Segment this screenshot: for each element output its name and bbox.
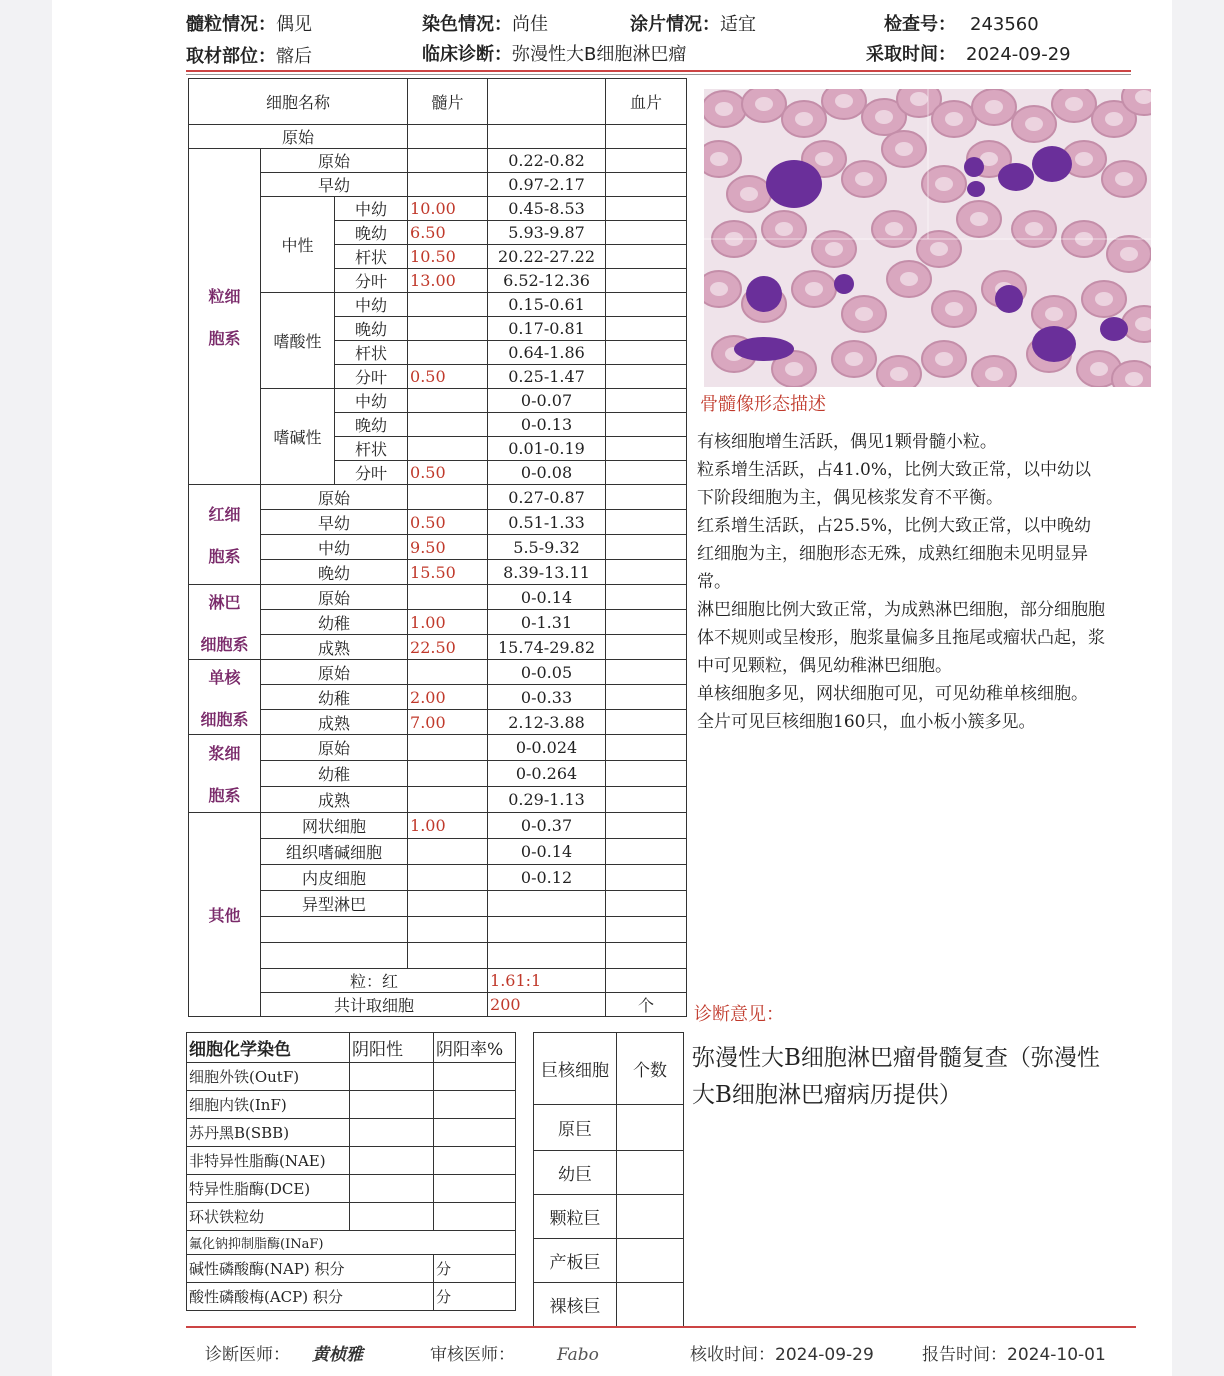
group-label: 单核 细胞系 [189, 660, 261, 735]
marrow-value: 0.50 [408, 461, 488, 485]
blood-value [606, 461, 687, 485]
blood-value [606, 269, 687, 293]
morphology-description [697, 428, 1107, 736]
nap-unit: 分 [434, 1255, 516, 1283]
cytochem-table [186, 1032, 516, 1311]
reference-range: 0-1.31 [488, 610, 606, 635]
marrow-value [408, 660, 488, 685]
marrow-value [408, 485, 488, 510]
cell-name: 成熟 [261, 710, 408, 735]
group-label: 其他 [189, 813, 261, 1017]
blood-value [606, 660, 687, 685]
blood-value [606, 365, 687, 389]
morph-p4: 淋巴细胞比例大致正常，为成熟淋巴细胞，部分细胞胞体不规则或呈梭形，胞浆量偏多且拖尾或瘤状凸起，浆中可见颗粒，偶见幼稚淋巴细胞。 [697, 600, 1105, 676]
cytochem-h1: 细胞化学染色 [187, 1033, 350, 1063]
reference-range: 5.93-9.87 [488, 221, 606, 245]
reference-range: 0.15-0.61 [488, 293, 606, 317]
reference-range: 0.29-1.13 [488, 787, 606, 813]
blood-value [606, 341, 687, 365]
table-row [189, 761, 687, 787]
reference-range: 0-0.33 [488, 685, 606, 710]
table-row [189, 197, 687, 221]
marrow-value: 10.50 [408, 245, 488, 269]
table-row [189, 610, 687, 635]
signature: Fabo [557, 1345, 599, 1365]
table-row [189, 389, 687, 413]
blood-value [606, 787, 687, 813]
table-row [189, 917, 687, 943]
cell-name: 中幼 [335, 293, 408, 317]
subgroup-label: 中性 [261, 197, 335, 293]
smear-status: 涂片情况：适宜 [630, 14, 756, 35]
table-row [189, 173, 687, 197]
cell-name: 分叶 [335, 365, 408, 389]
reference-range: 0-0.14 [488, 839, 606, 865]
blood-value [606, 317, 687, 341]
cell-name: 原始 [261, 585, 408, 610]
cell-name: 晚幼 [335, 317, 408, 341]
diagnosis-title: 诊断意见： [694, 1004, 784, 1025]
marrow-value [408, 413, 488, 437]
cell-name: 晚幼 [335, 413, 408, 437]
cell-name: 共计取细胞 [261, 993, 488, 1017]
blood-value [606, 685, 687, 710]
cell-name: 成熟 [261, 635, 408, 660]
cell-name: 杆状 [335, 341, 408, 365]
cell-name [261, 917, 408, 943]
marrow-value: 10.00 [408, 197, 488, 221]
reference-range: 0-0.37 [488, 813, 606, 839]
cell-name: 原始 [261, 485, 408, 510]
group-label: 浆细 胞系 [189, 735, 261, 813]
cell-name: 早幼 [261, 510, 408, 535]
cell-name: 分叶 [335, 269, 408, 293]
table-row [189, 839, 687, 865]
cell-name [261, 943, 408, 969]
reference-range: 6.52-12.36 [488, 269, 606, 293]
reference-range: 0.22-0.82 [488, 149, 606, 173]
table-row [189, 125, 687, 149]
mega-row: 裸核巨 [534, 1283, 617, 1327]
blood-value [606, 245, 687, 269]
table-row [189, 710, 687, 735]
marrow-value: 1.61:1 [488, 969, 606, 993]
blood-value [606, 917, 687, 943]
cell-name: 杆状 [335, 437, 408, 461]
blood-value [606, 485, 687, 510]
exam-number: 检查号： 243560 [884, 14, 1039, 35]
mega-h1: 巨核细胞 [534, 1033, 617, 1105]
marrow-value [408, 865, 488, 891]
reference-range: 5.5-9.32 [488, 535, 606, 560]
cell-name: 中幼 [335, 389, 408, 413]
table-row [189, 787, 687, 813]
marrow-value [408, 149, 488, 173]
morph-p6: 全片可见巨核细胞160只，血小板小簇多见。 [697, 712, 1036, 732]
blood-value [606, 635, 687, 660]
marrow-value [408, 917, 488, 943]
cell-nucleus [967, 181, 985, 197]
table-row [189, 560, 687, 585]
cytochem-row: 特异性脂酶(DCE) [187, 1175, 350, 1203]
marrow-value: 7.00 [408, 710, 488, 735]
marrow-micrograph [704, 89, 1151, 387]
marrow-value [408, 787, 488, 813]
cell-name: 组织嗜碱细胞 [261, 839, 408, 865]
table-row [189, 735, 687, 761]
marrow-value [408, 389, 488, 413]
review-doctor: 审核医师： Fabo [430, 1345, 599, 1365]
reference-range: 0-0.13 [488, 413, 606, 437]
morph-p1: 有核细胞增生活跃，偶见1颗骨髓小粒。 [697, 432, 997, 452]
diagnosing-doctor: 诊断医师： 黄桢雅 [205, 1345, 363, 1365]
marrow-value [408, 125, 488, 149]
reference-range: 0.17-0.81 [488, 317, 606, 341]
marrow-value: 0.50 [408, 510, 488, 535]
blood-value [606, 839, 687, 865]
marrow-value: 1.00 [408, 610, 488, 635]
reference-range: 0-0.05 [488, 660, 606, 685]
blood-value [606, 761, 687, 787]
marrow-value: 15.50 [408, 560, 488, 585]
group-label: 粒细 胞系 [189, 149, 261, 485]
cell-nucleus [964, 157, 984, 177]
reference-range: 0.01-0.19 [488, 437, 606, 461]
mega-h2: 个数 [617, 1033, 684, 1105]
reference-range: 2.12-3.88 [488, 710, 606, 735]
cell-nucleus [995, 285, 1023, 313]
reference-range: 15.74-29.82 [488, 635, 606, 660]
header-divider-thin [186, 74, 1131, 75]
cell-name: 早幼 [261, 173, 408, 197]
table-row [189, 293, 687, 317]
reference-range: 0.45-8.53 [488, 197, 606, 221]
header-cell-name: 细胞名称 [189, 79, 408, 125]
sample-date: 采取时间： 2024-09-29 [866, 44, 1071, 65]
marrow-value: 0.50 [408, 365, 488, 389]
cell-name: 中幼 [261, 535, 408, 560]
cell-nucleus [766, 160, 822, 208]
cell-name: 幼稚 [261, 685, 408, 710]
marrow-value: 6.50 [408, 221, 488, 245]
blood-value [606, 943, 687, 969]
cytochem-row: 氟化钠抑制脂酶(INaF) [187, 1231, 516, 1255]
table-row [189, 510, 687, 535]
cell-name: 原始 [261, 660, 408, 685]
cell-nucleus [746, 276, 782, 312]
cell-name: 内皮细胞 [261, 865, 408, 891]
cell-name: 杆状 [335, 245, 408, 269]
blood-value [606, 560, 687, 585]
blood-value [606, 173, 687, 197]
marrow-value [408, 943, 488, 969]
reference-range: 8.39-13.11 [488, 560, 606, 585]
cytochem-row: 环状铁粒幼 [187, 1203, 350, 1231]
report-time: 报告时间：2024-10-01 [922, 1345, 1106, 1365]
blood-value [606, 510, 687, 535]
table-row [189, 891, 687, 917]
cell-nucleus [734, 337, 794, 361]
cell-name: 网状细胞 [261, 813, 408, 839]
cytochem-row: 非特异性脂酶(NAE) [187, 1147, 350, 1175]
table-row [189, 865, 687, 891]
stain-status: 染色情况：尚佳 [422, 14, 548, 35]
acp-unit: 分 [434, 1283, 516, 1311]
blood-value [606, 535, 687, 560]
cell-name: 中幼 [335, 197, 408, 221]
micrograph-svg [704, 89, 1151, 387]
marrow-value [408, 891, 488, 917]
mega-row: 颗粒巨 [534, 1195, 617, 1239]
marrow-value [408, 317, 488, 341]
reference-range: 0.64-1.86 [488, 341, 606, 365]
blood-value [606, 293, 687, 317]
table-row [189, 660, 687, 685]
nap-score: 碱性磷酸酶(NAP) 积分 [187, 1255, 434, 1283]
receive-time: 核收时间：2024-09-29 [690, 1345, 874, 1365]
blood-value [606, 437, 687, 461]
subgroup-label: 嗜碱性 [261, 389, 335, 485]
reference-range: 0-0.264 [488, 761, 606, 787]
header-divider [186, 70, 1131, 72]
marrow-value: 200 [488, 993, 606, 1017]
marrow-value [408, 173, 488, 197]
table-row [189, 485, 687, 510]
morph-p2: 粒系增生活跃，占41.0%，比例大致正常，以中幼以下阶段细胞为主，偶见核浆发育不平衡。 [697, 460, 1092, 508]
subgroup-label: 嗜酸性 [261, 293, 335, 389]
reference-range: 0.51-1.33 [488, 510, 606, 535]
group-label: 红细 胞系 [189, 485, 261, 585]
header-blood: 血片 [606, 79, 687, 125]
reference-range [606, 969, 687, 993]
acp-score: 酸性磷酸梅(ACP) 积分 [187, 1283, 434, 1311]
reference-range [488, 917, 606, 943]
marrow-value: 13.00 [408, 269, 488, 293]
reference-range [488, 125, 606, 149]
diagnosis-text: 弥漫性大B细胞淋巴瘤骨髓复查（弥漫性大B细胞淋巴瘤病历提供） [692, 1045, 1100, 1108]
reference-range: 个 [606, 993, 687, 1017]
blood-value [606, 125, 687, 149]
morph-p5: 单核细胞多见，网状细胞可见，可见幼稚单核细胞。 [697, 684, 1088, 704]
marrow-value: 22.50 [408, 635, 488, 660]
blood-value [606, 813, 687, 839]
cell-name: 原始 [261, 735, 408, 761]
blood-value [606, 610, 687, 635]
marrow-value: 9.50 [408, 535, 488, 560]
reference-range: 0.25-1.47 [488, 365, 606, 389]
reference-range [488, 891, 606, 917]
table-row [189, 993, 687, 1017]
cell-nucleus [1100, 317, 1128, 341]
reference-range: 0-0.024 [488, 735, 606, 761]
blood-value [606, 221, 687, 245]
cytochem-h2: 阴阳性 [350, 1033, 434, 1063]
reference-range: 0-0.12 [488, 865, 606, 891]
mega-row: 产板巨 [534, 1239, 617, 1283]
marrow-status: 髓粒情况：偶见 [186, 14, 312, 35]
cell-count-table [188, 78, 687, 1017]
reference-range: 0-0.08 [488, 461, 606, 485]
blood-value [606, 413, 687, 437]
cytochem-row: 细胞内铁(InF) [187, 1091, 350, 1119]
table-row [189, 635, 687, 660]
cell-nucleus [834, 274, 854, 294]
marrow-value [408, 341, 488, 365]
marrow-value [408, 585, 488, 610]
table-row [189, 149, 687, 173]
table-row [189, 685, 687, 710]
table-row [189, 813, 687, 839]
reference-range: 0-0.14 [488, 585, 606, 610]
morphology-title: 骨髓像形态描述 [700, 394, 826, 415]
cell-name: 粒：红 [261, 969, 488, 993]
marrow-value [408, 293, 488, 317]
cytochem-h3: 阴阳率% [434, 1033, 516, 1063]
cell-name: 原始 [189, 125, 408, 149]
cell-name: 幼稚 [261, 610, 408, 635]
table-row [189, 585, 687, 610]
mega-row: 原巨 [534, 1105, 617, 1151]
marrow-value [408, 839, 488, 865]
cytochem-row: 苏丹黑B(SBB) [187, 1119, 350, 1147]
cell-nucleus [1032, 146, 1072, 182]
group-label: 淋巴 细胞系 [189, 585, 261, 660]
marrow-value [408, 437, 488, 461]
cell-name: 晚幼 [335, 221, 408, 245]
blood-value [606, 710, 687, 735]
blood-value [606, 197, 687, 221]
header-marrow: 髓片 [408, 79, 488, 125]
marrow-value: 1.00 [408, 813, 488, 839]
mega-row: 幼巨 [534, 1151, 617, 1195]
reference-range [488, 943, 606, 969]
cytochem-row: 细胞外铁(OutF) [187, 1063, 350, 1091]
table-row [189, 943, 687, 969]
reference-range: 0.27-0.87 [488, 485, 606, 510]
cell-nucleus [1032, 326, 1076, 362]
marrow-value: 2.00 [408, 685, 488, 710]
reference-range: 0-0.07 [488, 389, 606, 413]
reference-range: 20.22-27.22 [488, 245, 606, 269]
marrow-value [408, 761, 488, 787]
cell-name: 晚幼 [261, 560, 408, 585]
blood-value [606, 149, 687, 173]
footer-divider [186, 1326, 1136, 1328]
blood-value [606, 865, 687, 891]
cell-name: 成熟 [261, 787, 408, 813]
blood-value [606, 585, 687, 610]
cell-name: 原始 [261, 149, 408, 173]
marrow-value [408, 735, 488, 761]
cell-name: 幼稚 [261, 761, 408, 787]
megakaryocyte-table [533, 1032, 684, 1327]
blood-value [606, 891, 687, 917]
sample-site: 取材部位：髂后 [186, 46, 312, 67]
blood-value [606, 389, 687, 413]
table-row [189, 969, 687, 993]
cell-nucleus [998, 163, 1034, 191]
blood-value [606, 735, 687, 761]
cell-name: 分叶 [335, 461, 408, 485]
reference-range: 0.97-2.17 [488, 173, 606, 197]
cell-name: 异型淋巴 [261, 891, 408, 917]
clinical-diagnosis: 临床诊断：弥漫性大B细胞淋巴瘤 [422, 44, 687, 65]
morph-p3: 红系增生活跃，占25.5%，比例大致正常，以中晚幼红细胞为主，细胞形态无殊，成熟红细胞未见明显异常。 [697, 516, 1092, 592]
table-row [189, 535, 687, 560]
